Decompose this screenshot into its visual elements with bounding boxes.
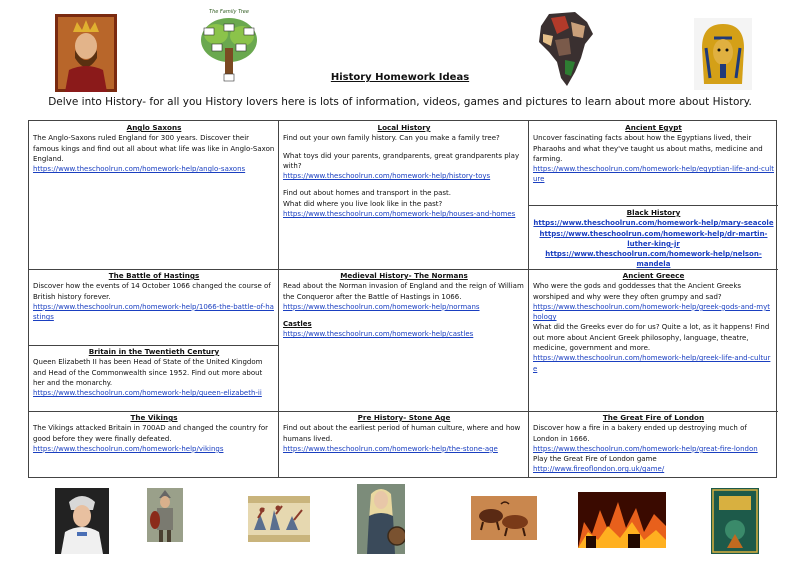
cell-heading: The Vikings xyxy=(130,413,178,422)
cell-text: Discover how a fire in a bakery ended up destroying much of London in 1666. xyxy=(533,424,747,443)
cell-text: Queen Elizabeth II has been Head of State of the United Kingdom and Head of the Commonwealth since 1952. Find out more about her and the monarchy. xyxy=(33,358,263,387)
cell-text: Play the Great Fire of London game xyxy=(533,455,657,464)
cell-text: The Vikings attacked Britain in 700AD and changed the country for good before they were finally defeated. xyxy=(33,424,269,443)
cell-text: What did where you live look like in the past? xyxy=(283,199,443,208)
cell-heading: Black History xyxy=(626,208,681,217)
cell-black-history xyxy=(529,206,778,272)
stone-age-link[interactable]: https://www.theschoolrun.com/homework-help/the-stone-age xyxy=(283,444,498,453)
martin-luther-king-link[interactable]: https://www.theschoolrun.com/homework-help/dr-martin-luther-king-jr xyxy=(539,229,768,248)
cell-text: Uncover fascinating facts about how the Egyptians lived, their Pharaohs and what they've taught us about maths, medicine and farming. xyxy=(533,134,763,163)
egyptian-life-link[interactable]: https://www.theschoolrun.com/homework-help/egyptian-life-and-culture xyxy=(533,165,774,184)
cell-ancient-greece xyxy=(529,269,778,376)
queen-elizabeth-link[interactable]: https://www.theschoolrun.com/homework-help/queen-elizabeth-ii xyxy=(33,389,262,398)
cell-heading: Britain in the Twentieth Century xyxy=(88,347,220,356)
history-toys-link[interactable]: https://www.theschoolrun.com/homework-help/history-toys xyxy=(283,172,491,181)
cell-local-history xyxy=(279,121,529,221)
cell-text: The Anglo-Saxons ruled England for 300 years. Discover their famous kings and find out all about what life was like in Anglo-Saxon England. xyxy=(33,134,275,163)
page-title: History Homework Ideas xyxy=(330,72,470,83)
cell-text: Read about the Norman invasion of England and the reign of William the Conqueror after the Battle of Hastings in 1066. xyxy=(283,282,524,301)
cell-great-fire xyxy=(529,411,778,477)
mary-seacole-link[interactable]: https://www.theschoolrun.com/homework-help/mary-seacole xyxy=(533,219,774,228)
cell-heading: Medieval History- The Normans xyxy=(340,271,468,280)
cell-heading: Pre History- Stone Age xyxy=(357,413,451,422)
cell-vikings xyxy=(29,411,279,456)
homework-grid xyxy=(28,120,777,478)
cell-heading: Ancient Greece xyxy=(622,271,685,280)
fire-of-london-game-link[interactable]: http://www.fireoflondon.org.uk/game/ xyxy=(533,465,665,474)
cell-text: Who were the gods and goddesses that the Ancient Greeks worshiped and why were they often grumpy and sad? xyxy=(533,282,742,301)
family-tree-caption: The Family Tree xyxy=(209,9,249,15)
battle-of-hastings-link[interactable]: https://www.theschoolrun.com/homework-help/1066-the-battle-of-hastings xyxy=(33,302,274,322)
cell-twentieth-century xyxy=(29,345,279,400)
great-fire-link[interactable]: https://www.theschoolrun.com/homework-help/great-fire-london xyxy=(533,444,758,453)
cell-text: What did the Greeks ever do for us? Quite a lot, as it happens! Find out more about Ancient Greek philosophy, language, theatre, medicine, government and more. xyxy=(533,323,770,353)
castles-link[interactable]: https://www.theschoolrun.com/homework-help/castles xyxy=(283,330,474,339)
viking-woman-image xyxy=(357,484,405,554)
cell-battle-of-hastings xyxy=(29,269,279,324)
cell-text: What toys did your parents, grandparents, great grandparents play with? xyxy=(283,151,520,170)
great-fire-image xyxy=(578,492,666,548)
norman-soldier-image xyxy=(147,488,183,542)
nelson-mandela-link[interactable]: https://www.theschoolrun.com/homework-help/nelson-mandela xyxy=(545,250,762,269)
queen-elizabeth-image xyxy=(55,488,109,554)
anglo-saxons-link[interactable]: https://www.theschoolrun.com/homework-help/anglo-saxons xyxy=(33,165,246,174)
bayeux-tapestry-image xyxy=(248,496,310,542)
greek-life-link[interactable]: https://www.theschoolrun.com/homework-help/greek-life-and-culture xyxy=(533,354,771,373)
cave-painting-image xyxy=(471,496,537,540)
normans-link[interactable]: https://www.theschoolrun.com/homework-help/normans xyxy=(283,302,480,311)
cell-heading: The Battle of Hastings xyxy=(108,271,200,280)
cell-ancient-egypt xyxy=(529,121,778,187)
cell-text: Discover how the events of 14 October 1066 changed the course of British history forever. xyxy=(33,282,271,301)
cell-anglo-saxons xyxy=(29,121,279,176)
cell-text: Find out your own family history. Can you make a family tree? xyxy=(283,134,500,143)
cell-text: Find out about the earliest period of human culture, where and how humans lived. xyxy=(283,424,521,443)
cell-stone-age xyxy=(279,411,529,456)
cell-heading: Anglo Saxons xyxy=(126,123,182,132)
greek-myths-book-image xyxy=(711,488,759,554)
cell-heading: Local History xyxy=(377,123,431,132)
cell-normans xyxy=(279,269,529,342)
castles-heading: Castles xyxy=(283,320,312,329)
cell-heading: Ancient Egypt xyxy=(625,123,682,132)
greek-gods-link[interactable]: https://www.theschoolrun.com/homework-help/greek-gods-and-mythology xyxy=(533,302,770,322)
vikings-link[interactable]: https://www.theschoolrun.com/homework-help/vikings xyxy=(33,444,224,453)
houses-and-homes-link[interactable]: https://www.theschoolrun.com/homework-help/houses-and-homes xyxy=(283,210,516,219)
cell-heading: The Great Fire of London xyxy=(602,413,705,422)
page-subtitle: Delve into History- for all you History lovers here is lots of information, videos, games and pictures to learn about more about History. xyxy=(48,96,752,108)
cell-text: Find out about homes and transport in the past. xyxy=(283,189,452,198)
